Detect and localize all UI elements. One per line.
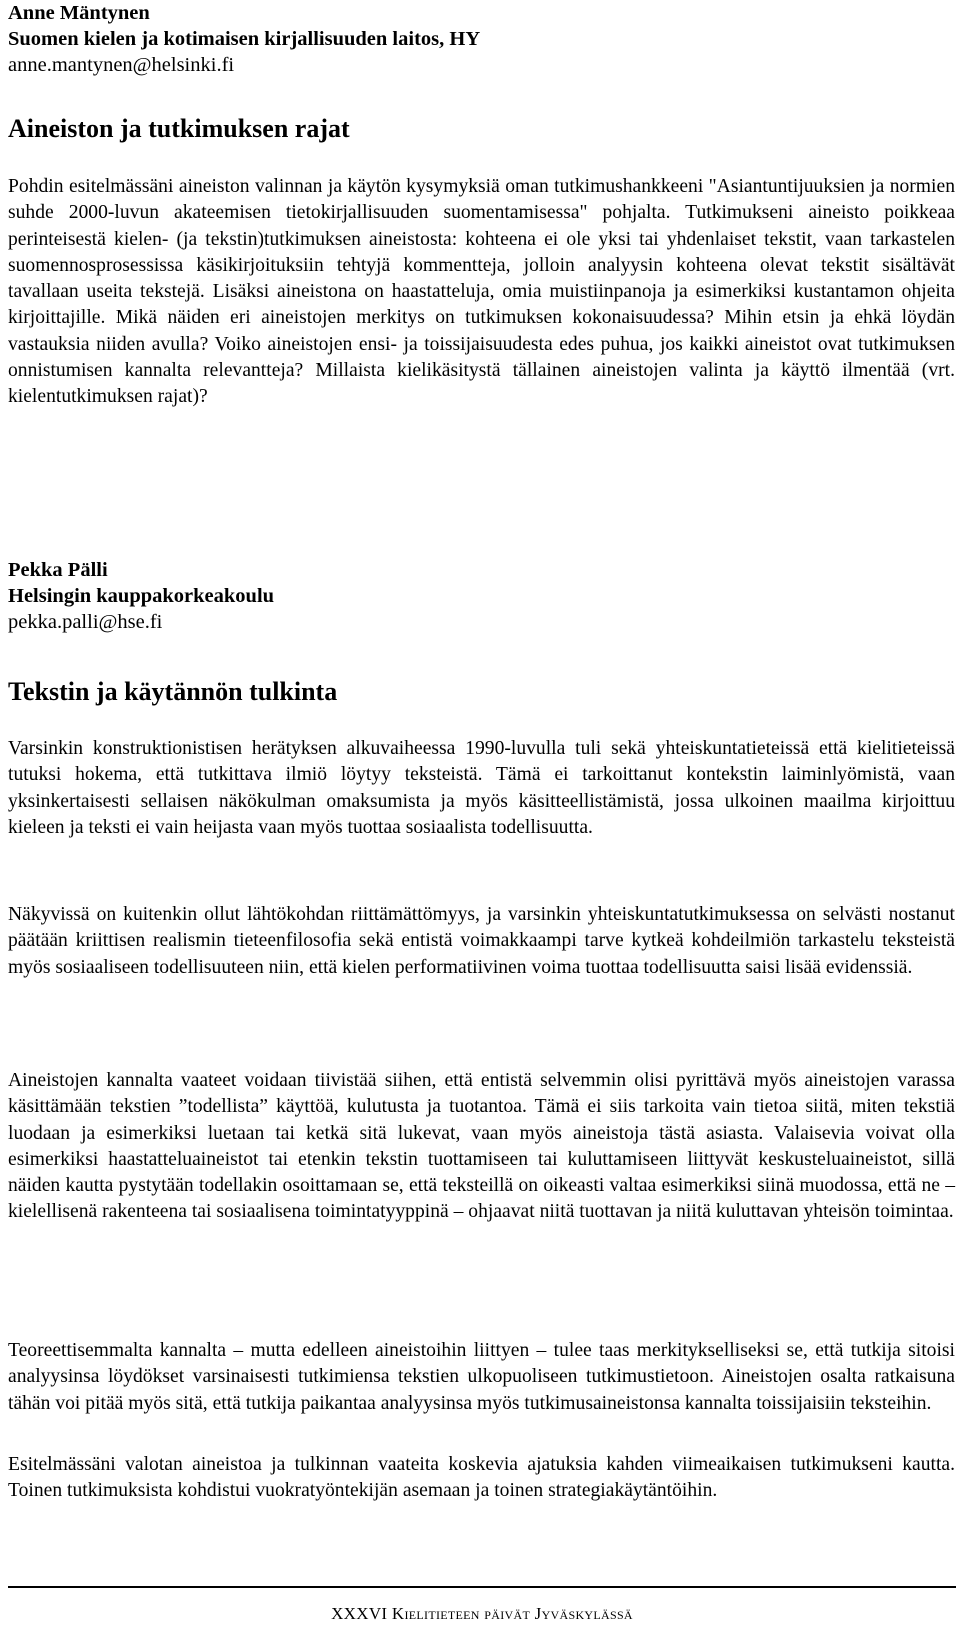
abstract-paragraph: Esitelmässäni valotan aineistoa ja tulkinnan vaateita koskevia ajatuksia kahden viimeaikaisen tutkimukseni kautta. Toinen tutkimuksista kohdistui vuokratyöntekijän asemaan ja toinen strategiakäytäntöihin. [8, 1454, 955, 1502]
author-affiliation: Suomen kielen ja kotimaisen kirjallisuuden laitos, HY [8, 28, 481, 50]
abstract-title: Aineiston ja tutkimuksen rajat [8, 114, 350, 143]
author-block-mantynen [8, 0, 480, 78]
page-footer: XXXVI Kielitieteen päivät Jyväskylässä [331, 1604, 633, 1623]
abstract-paragraph: Aineistojen kannalta vaateet voidaan tiivistää siihen, että entistä selvemmin olisi pyrittävä myös aineistojen varassa käsittämään tekstien ”todellista” käyttöä, kulutusta ja tuotantoa. Tämä ei siis tarkoita vain tietoa siitä, miten tekstiä luodaan ja esimerkiksi luetaan tai ketkä sitä lukevat, vaan myös aineistoja tästä asiasta. Valaisevia voivat olla esimerkiksi haastatteluaineistot tai etenkin tekstin tuottamiseen tai kuluttamiseen liittyvät keskusteluaineistot, sillä näiden kautta pystytään todellakin osoittamaan se, että teksteillä on oikeasti valtaa esimerkiksi siinä muodossa, että ne – kielellisenä rakenteena tai sosiaalisena toimintatyyppinä – ohjaavat niitä tuottavan ja niitä kuluttavan yhteisön toimintaa. [8, 1070, 955, 1223]
abstract-paragraph: Varsinkin konstruktionistisen herätyksen alkuvaiheessa 1990-luvulla tuli sekä yhteiskuntatieteissä että kielitieteissä tutuksi hokema, että tutkittava ilmiö löytyy teksteistä. Tämä ei tarkoittanut kontekstin laiminlyömistä, vaan yksinkertaisesti sellaisen näkökulman omaksumista ja myös käsitteellistämistä, jossa ulkoinen maailma kirjoittuu kieleen ja teksti ei vain heijasta vaan myös tuottaa sosiaalista todellisuutta. [8, 738, 955, 838]
abstract-title: Tekstin ja käytännön tulkinta [8, 677, 338, 706]
abstract-paragraph: Pohdin esitelmässäni aineiston valinnan ja käytön kysymyksiä oman tutkimushankkeeni "Asiantuntijuuksien ja normien suhde 2000-luvun akateemisen tietokirjallisuuden suomentamisessa" pohjalta. Tutkimukseni aineisto poikkeaa perinteisestä kielen- (ja tekstin)tutkimuksen aineistosta: kohteena ei ole yksi tai yhdenlaiset tekstit, vaan tarkastelen suomennosprosessissa käsikirjoituksiin tehtyjä kommentteja, jolloin analyysin kohteena olevat tekstit sisältävät tavallaan useita tekstejä. Lisäksi aineistona on haastatteluja, omia muistiinpanoja ja esimerkiksi kustantamon ohjeita kirjoittajille. Mikä näiden eri aineistojen merkitys on tutkimuksen kokonaisuudessa? Mihin etsin ja ehkä löydän vastauksia niiden avulla? Voiko aineistojen ensi- ja toissijaisuudesta edes puhua, jos kaikki aineistot ovat tutkimuksen onnistumisen kannalta relevantteja? Millaista kielikäsitystä tällainen aineistojen valinta ja käyttö ilmentää (vrt. kielentutkimuksen rajat)? [8, 176, 955, 408]
author-email: anne.mantynen@helsinki.fi [8, 54, 235, 76]
author-email: pekka.palli@hse.fi [8, 611, 163, 633]
author-name: Anne Mäntynen [8, 2, 150, 24]
footer-divider [8, 1586, 956, 1588]
author-affiliation: Helsingin kauppakorkeakoulu [8, 585, 275, 607]
author-block-palli [8, 557, 274, 635]
abstract-paragraph: Teoreettisemmalta kannalta – mutta edelleen aineistoihin liittyen – tulee taas merkitykselliseksi se, että tutkija sitoisi analyysinsa löydökset varsinaisesti tutkimiensa tekstien ulkopuoliseen tutkimustietoon. Aineistojen osalta ratkaisuna tähän voi pitää myös sitä, että tutkija paikantaa analyysinsa myös tutkimusaineistonsa kannalta toissijaisiin teksteihin. [8, 1340, 955, 1414]
abstract-paragraph: Näkyvissä on kuitenkin ollut lähtökohdan riittämättömyys, ja varsinkin yhteiskuntatutkimuksessa on selvästi nostanut päätään kriittisen realismin tieteenfilosofia sekä entistä voimakkaampi tarve kytkeä kohdeilmiön tarkastelu teksteistä myös sosiaaliseen todellisuuteen niin, että kielen performatiivinen voima tuottaa todellisuutta saisi lisää evidenssiä. [8, 904, 955, 978]
author-name: Pekka Pälli [8, 559, 108, 581]
